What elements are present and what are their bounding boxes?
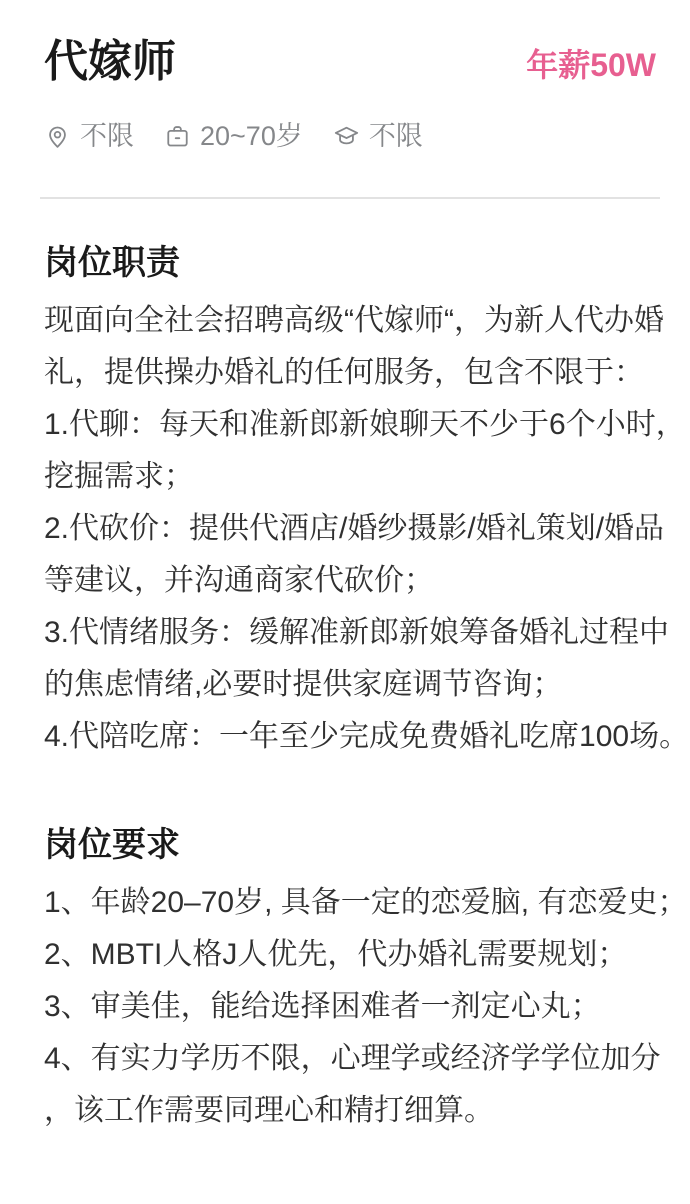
- meta-education: [333, 120, 423, 152]
- job-salary: 年薪50W: [526, 47, 656, 83]
- jd-line: 礼，提供操办婚礼的任何服务，包含不限于：: [44, 356, 644, 389]
- meta-age: [164, 120, 303, 152]
- jd-line: 4、有实力学历不限，心理学或经济学学位加分: [44, 1042, 661, 1075]
- jd-line: 的焦虑情绪,必要时提供家庭调节咨询；: [44, 668, 563, 701]
- requirements-text: [44, 877, 688, 1137]
- job-detail-page: [0, 38, 690, 1204]
- jd-line: 1、年龄20–70岁, 具备一定的恋爱脑, 有恋爱史；: [44, 886, 688, 919]
- jd-line: ，该工作需要同理心和精打细算。: [44, 1094, 494, 1127]
- location-pin-icon: [44, 123, 71, 150]
- jd-line: 2.代砍价：提供代酒店/婚纱摄影/婚礼策划/婚品: [44, 512, 665, 545]
- section-requirements: [44, 825, 688, 1137]
- job-meta-row: [44, 120, 656, 152]
- jd-line: 2、MBTI人格J人优先，代办婚礼需要规划；: [44, 938, 628, 971]
- meta-location: [44, 120, 134, 152]
- jd-line: 3.代情绪服务：缓解准新郎新娘筹备婚礼过程中: [44, 616, 670, 649]
- meta-age-label: 20~70岁: [200, 121, 303, 151]
- responsibilities-text: [44, 295, 690, 763]
- graduation-cap-icon: [333, 123, 360, 150]
- jd-line: 4.代陪吃席：一年至少完成免费婚礼吃席100场。: [44, 720, 690, 753]
- jd-line: 3、审美佳，能给选择困难者一剂定心丸；: [44, 990, 601, 1023]
- jd-line: 挖掘需求；: [44, 460, 194, 493]
- job-header: [44, 38, 656, 86]
- divider: [40, 197, 660, 199]
- meta-location-label: 不限: [80, 121, 134, 151]
- briefcase-icon: [164, 123, 191, 150]
- job-title: 代嫁师: [44, 37, 176, 86]
- jd-line: 等建议，并沟通商家代砍价；: [44, 564, 434, 597]
- section-responsibilities: [44, 243, 690, 763]
- section-heading-responsibilities: 岗位职责: [44, 244, 180, 282]
- jd-line: 现面向全社会招聘高级“代嫁师“，为新人代办婚: [44, 304, 664, 337]
- section-heading-requirements: 岗位要求: [44, 826, 180, 864]
- meta-education-label: 不限: [368, 121, 423, 151]
- jd-line: 1.代聊：每天和准新郎新娘聊天不少于6个小时，: [44, 408, 686, 441]
